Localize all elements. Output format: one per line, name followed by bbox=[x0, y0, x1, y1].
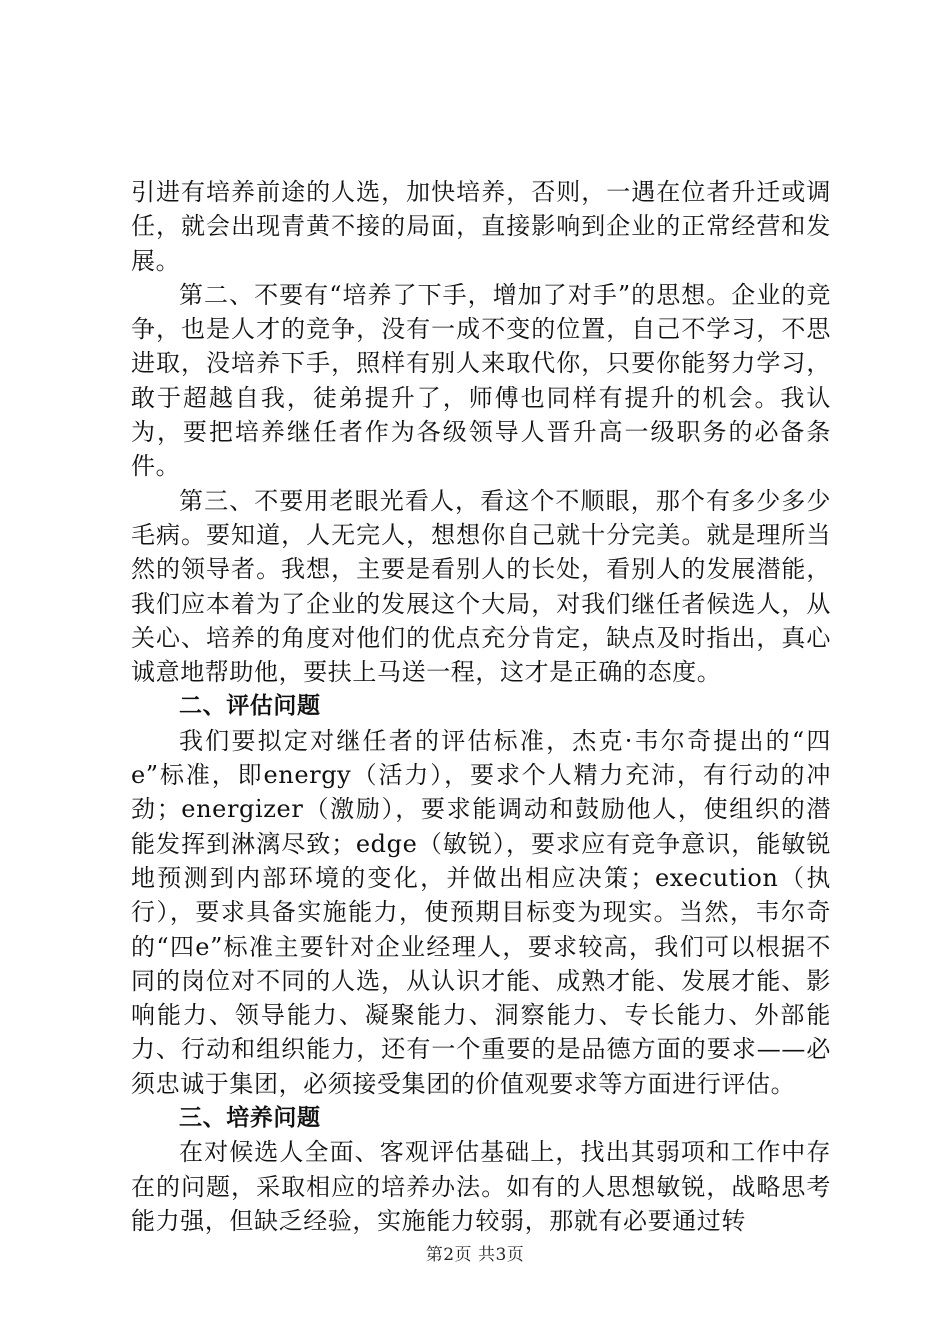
paragraph-point-two: 第二、不要有“培养了下手，增加了对手”的思想。企业的竞争，也是人才的竞争，没有一成不变的位置，自己不学习，不思进取，没培养下手，照样有别人来取代你，只要你能努力学习，敢于超越自我，徒弟提升了，师傅也同样有提升的机会。我认为，要把培养继任者作为各级领导人晋升高一级职务的必备条件。 bbox=[131, 280, 831, 481]
paragraph-evaluation: 我们要拟定对继任者的评估标准，杰克·韦尔奇提出的“四e”标准，即energy（活力），要求个人精力充沛，有行动的冲劲；energizer（激励），要求能调动和鼓励他人，使组织的潜能发挥到淋漓尽致；edge（敏锐），要求应有竞争意识，能敏锐地预测到内部环境的变化，并做出相应决策；execution（执行），要求具备实施能力，使预期目标变为现实。当然，韦尔奇的“四e”标准主要针对企业经理人，要求较高，我们可以根据不同的岗位对不同的人选，从认识才能、成熟才能、发展才能、影响能力、领导能力、凝聚能力、洞察能力、专长能力、外部能力、行动和组织能力，还有一个重要的是品德方面的要求——必须忠诚于集团，必须接受集团的价值观要求等方面进行评估。 bbox=[131, 726, 831, 1098]
page-footer: 第2页 共3页 bbox=[425, 1245, 525, 1265]
paragraph-continuation: 引进有培养前途的人选，加快培养，否则，一遇在位者升迁或调任，就会出现青黄不接的局面，直接影响到企业的正常经营和发展。 bbox=[131, 178, 831, 275]
section-heading-training: 三、培养问题 bbox=[179, 1105, 321, 1132]
paragraph-training: 在对候选人全面、客观评估基础上，找出其弱项和工作中存在的问题，采取相应的培养办法。如有的人思想敏锐，战略思考能力强，但缺乏经验，实施能力较弱，那就有必要通过转 bbox=[131, 1138, 831, 1235]
section-heading-evaluation: 二、评估问题 bbox=[179, 693, 321, 720]
paragraph-point-three: 第三、不要用老眼光看人，看这个不顺眼，那个有多少多少毛病。要知道，人无完人，想想你自己就十分完美。就是理所当然的领导者。我想，主要是看别人的长处，看别人的发展潜能，我们应本着为了企业的发展这个大局，对我们继任者候选人，从关心、培养的角度对他们的优点充分肯定，缺点及时指出，真心诚意地帮助他，要扶上马送一程，这才是正确的态度。 bbox=[131, 486, 831, 687]
document-body bbox=[131, 175, 831, 1238]
